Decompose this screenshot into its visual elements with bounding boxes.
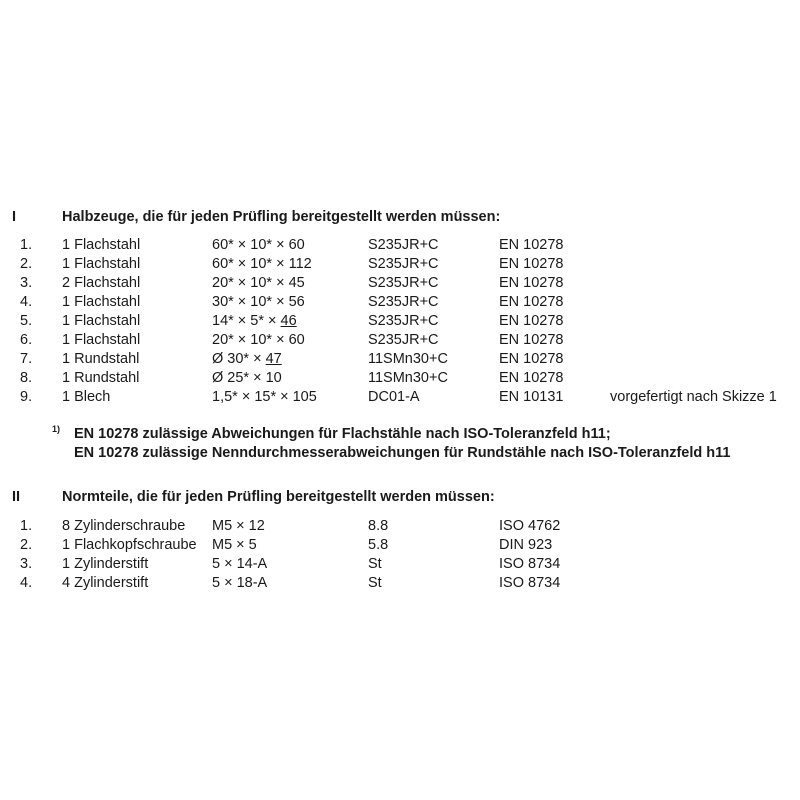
row-item: 1 Flachstahl: [62, 294, 141, 310]
row-dimension: M5 × 12: [212, 518, 265, 534]
row-number: 6.: [20, 332, 33, 348]
row-number: 5.: [20, 313, 33, 329]
row-item: 1 Rundstahl: [62, 351, 140, 367]
row-norm: EN 10278: [499, 294, 564, 310]
section1-heading: Halbzeuge, die für jeden Prüfling bereitgestellt werden müssen:: [62, 209, 501, 225]
row-dimension: 5 × 14-A: [212, 556, 268, 572]
row-material: St: [368, 575, 382, 591]
row-dimension: [212, 350, 282, 368]
row-number: 1.: [20, 518, 33, 534]
row-item: 1 Flachstahl: [62, 313, 141, 329]
row-material: 8.8: [368, 518, 389, 534]
section1-numeral: I: [12, 209, 17, 225]
row-item: 1 Blech: [62, 389, 111, 405]
row-item: 8 Zylinderschraube: [62, 518, 186, 534]
row-norm: EN 10278: [499, 275, 564, 291]
dimension-underlined: 47: [265, 351, 282, 367]
row-material: St: [368, 556, 382, 572]
row-number: 9.: [20, 389, 33, 405]
row-norm: ISO 4762: [499, 518, 561, 534]
row-number: 3.: [20, 556, 33, 572]
row-dimension: M5 × 5: [212, 537, 257, 553]
row-dimension: 1,5* × 15* × 105: [212, 389, 317, 405]
row-norm: EN 10278: [499, 351, 564, 367]
row-item: 2 Flachstahl: [62, 275, 141, 291]
row-norm: DIN 923: [499, 537, 553, 553]
row-norm: EN 10131: [499, 389, 564, 405]
row-item: 1 Flachstahl: [62, 256, 141, 272]
row-number: 2.: [20, 256, 33, 272]
row-dimension: 30* × 10* × 56: [212, 294, 305, 310]
row-material: S235JR+C: [368, 294, 439, 310]
row-norm: EN 10278: [499, 237, 564, 253]
row-number: 2.: [20, 537, 33, 553]
row-material: 5.8: [368, 537, 389, 553]
row-material: 11SMn30+C: [368, 351, 448, 367]
row-dimension: 5 × 18-A: [212, 575, 268, 591]
row-norm: ISO 8734: [499, 556, 561, 572]
row-material: S235JR+C: [368, 313, 439, 329]
row-number: 3.: [20, 275, 33, 291]
dimension-prefix: Ø 30* ×: [212, 351, 266, 367]
row-norm: EN 10278: [499, 256, 564, 272]
row-material: S235JR+C: [368, 275, 439, 291]
row-material: S235JR+C: [368, 256, 439, 272]
row-number: 1.: [20, 237, 33, 253]
footnote-line-2: EN 10278 zulässige Nenndurchmesserabweichungen für Rundstähle nach ISO-Toleranzfeld h11: [74, 445, 731, 461]
row-item: 1 Flachstahl: [62, 237, 141, 253]
dimension-underlined: 46: [280, 313, 297, 329]
row-item: 1 Flachstahl: [62, 332, 141, 348]
row-number: 8.: [20, 370, 33, 386]
row-note: vorgefertigt nach Skizze 1: [610, 389, 777, 405]
row-number: 4.: [20, 294, 33, 310]
row-dimension: [212, 312, 297, 330]
row-dimension: 20* × 10* × 45: [212, 275, 305, 291]
row-number: 4.: [20, 575, 33, 591]
row-norm: ISO 8734: [499, 575, 561, 591]
row-dimension: Ø 25* × 10: [212, 370, 282, 386]
footnote-line-1: EN 10278 zulässige Abweichungen für Flachstähle nach ISO-Toleranzfeld h11;: [74, 426, 611, 442]
row-item: 1 Rundstahl: [62, 370, 140, 386]
footnote-mark: 1): [52, 424, 61, 434]
row-material: S235JR+C: [368, 237, 439, 253]
dimension-prefix: 14* × 5* ×: [212, 313, 281, 329]
row-item: 4 Zylinderstift: [62, 575, 149, 591]
row-material: S235JR+C: [368, 332, 439, 348]
row-item: 1 Flachkopfschraube: [62, 537, 197, 553]
row-item: 1 Zylinderstift: [62, 556, 149, 572]
row-norm: EN 10278: [499, 370, 564, 386]
row-dimension: 60* × 10* × 112: [212, 256, 312, 272]
section2-numeral: II: [12, 489, 21, 505]
row-norm: EN 10278: [499, 332, 564, 348]
row-material: 11SMn30+C: [368, 370, 448, 386]
row-number: 7.: [20, 351, 33, 367]
section2-heading: Normteile, die für jeden Prüfling bereitgestellt werden müssen:: [62, 489, 495, 505]
row-norm: EN 10278: [499, 313, 564, 329]
row-material: DC01-A: [368, 389, 420, 405]
row-dimension: 20* × 10* × 60: [212, 332, 305, 348]
row-dimension: 60* × 10* × 60: [212, 237, 305, 253]
